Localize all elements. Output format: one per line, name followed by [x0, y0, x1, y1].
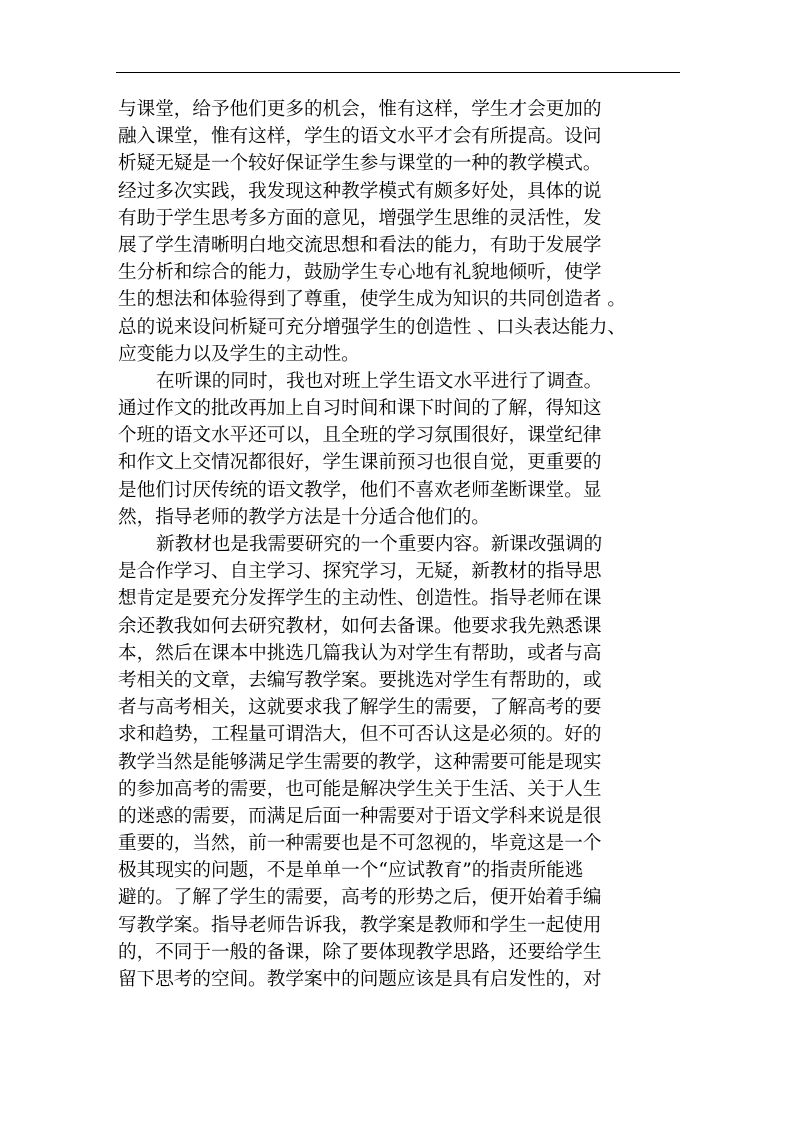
text-line: 教学当然是能够满足学生需要的教学，这种需要可能是现实: [118, 751, 602, 773]
text-line: 余还教我如何去研究教材，如何去备课。他要求我先熟悉课: [118, 615, 602, 637]
text-line: 生的想法和体验得到了尊重，使学生成为知识的共同创造者 。: [118, 289, 626, 311]
text-line: 避的。了解了学生的需要，高考的形势之后，便开始着手编: [118, 887, 602, 909]
text-line: 和作文上交情况都很好，学生课前预习也很自觉，更重要的: [118, 452, 602, 474]
header-rule: [116, 72, 680, 73]
text-line: 融入课堂，惟有这样，学生的语文水平才会有所提高。设问: [118, 126, 602, 148]
text-line: 留下思考的空间。教学案中的问题应该是具有启发性的，对: [118, 969, 602, 990]
text-line: 有助于学生思考多方面的意见，增强学生思维的灵活性，发: [118, 207, 602, 229]
text-line: 本，然后在课本中挑选几篇我认为对学生有帮助，或者与高: [118, 642, 602, 664]
text-line: 经过多次实践，我发现这种教学模式有颇多好处，具体的说: [118, 180, 602, 202]
text-line: 与课堂，给予他们更多的机会，惟有这样，学生才会更加的: [118, 99, 602, 120]
text-line: 求和趋势，工程量可谓浩大，但不可否认这是必须的。好的: [118, 724, 602, 746]
text-line: 析疑无疑是一个较好保证学生参与课堂的一种的教学模式。: [118, 153, 602, 175]
text-line: 写教学案。指导老师告诉我，教学案是教师和学生一起使用: [118, 914, 602, 936]
text-line: 是他们讨厌传统的语文教学，他们不喜欢老师垄断课堂。显: [118, 479, 602, 501]
text-line: 总的说来设问析疑可充分增强学生的创造性 、口头表达能力、: [118, 316, 626, 338]
text-line: 应变能力以及学生的主动性。: [118, 343, 360, 365]
text-line: 极其现实的问题，不是单单一个“应试教育”的指责所能逃: [118, 860, 584, 882]
text-line: 者与高考相关，这就要求我了解学生的需要，了解高考的要: [118, 697, 602, 719]
text-line: 重要的，当然，前一种需要也是不可忽视的，毕竟这是一个: [118, 833, 602, 855]
text-line: 通过作文的批改再加上自习时间和课下时间的了解，得知这: [118, 398, 602, 420]
text-line: 的迷惑的需要，而满足后面一种需要对于语文学科来说是很: [118, 805, 602, 827]
text-line: 个班的语文水平还可以，且全班的学习氛围很好，课堂纪律: [118, 425, 602, 447]
text-line: 想肯定是要充分发挥学生的主动性、创造性。指导老师在课: [118, 588, 602, 610]
text-line: 考相关的文章，去编写教学案。要挑选对学生有帮助的，或: [118, 669, 602, 691]
paragraph-first-line: 在听课的同时，我也对班上学生语文水平进行了调查。: [156, 370, 603, 392]
text-line: 展了学生清晰明白地交流思想和看法的能力，有助于发展学: [118, 234, 602, 256]
body-text: [118, 96, 688, 993]
text-line: 然，指导老师的教学方法是十分适合他们的。: [118, 506, 490, 528]
paragraph-first-line: 新教材也是我需要研究的一个重要内容。新课改强调的: [156, 534, 603, 555]
text-line: 是合作学习、自主学习、探究学习，无疑，新教材的指导思: [118, 561, 602, 583]
text-line: 的参加高考的需要，也可能是解决学生关于生活、关于人生: [118, 778, 602, 800]
text-line: 生分析和综合的能力，鼓励学生专心地有礼貌地倾听，使学: [118, 262, 602, 284]
text-line: 的，不同于一般的备课，除了要体现教学思路，还要给学生: [118, 941, 602, 963]
